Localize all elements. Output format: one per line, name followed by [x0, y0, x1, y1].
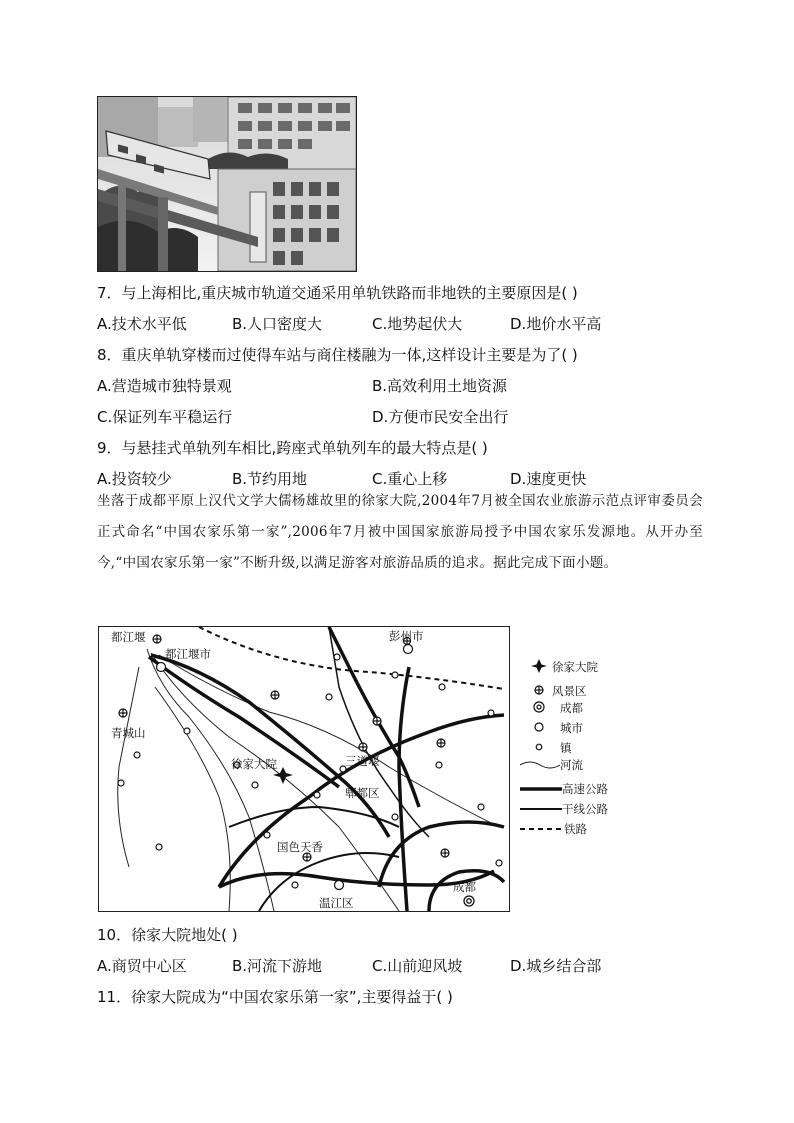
legend-town: 镇: [560, 741, 572, 755]
question-8-option-b: B.高效利用土地资源: [372, 377, 508, 395]
legend-scenic-icon: [535, 686, 543, 694]
label-pengzhou: 彭州市: [389, 629, 424, 643]
label-guose: 国色天香: [277, 840, 323, 854]
question-7-option-b: B.人口密度大: [232, 315, 323, 333]
question-7-option-a: A.技术水平低: [97, 315, 187, 333]
label-pidu: 郫都区: [345, 786, 380, 800]
legend-city-icon: [535, 723, 543, 731]
legend-trunk-road: 干线公路: [562, 802, 608, 816]
reading-passage: 坐落于成都平原上汉代文学大儒杨雄故里的徐家大院,2004年7月被全国农业旅游示范点评审委员会正式命名“中国农家乐第一家”,2006年7月被中国国家旅游局授予中国农家乐发源地。从开办至今,“中国农家乐第一家”不断升级,以满足游客对旅游品质的追求。据此完成下面小题。: [97, 493, 703, 571]
legend-railway: 铁路: [564, 822, 587, 836]
legend-scenic: 风景区: [552, 684, 587, 698]
legend-star-icon: [531, 659, 547, 673]
legend-chengdu-icon: [534, 702, 544, 712]
question-10-stem: 10．徐家大院地处( ): [97, 926, 238, 944]
legend-river-icon: [520, 762, 560, 768]
chengdu-plain-map: [98, 626, 510, 912]
label-qingchengshan: 青城山: [111, 726, 146, 740]
legend-city: 城市: [560, 721, 583, 735]
question-9-option-d: D.速度更快: [510, 470, 587, 488]
label-dujiangyan-city: 都江堰市: [165, 647, 211, 661]
question-8-option-a: A.营造城市独特景观: [97, 377, 232, 395]
legend-expressway: 高速公路: [562, 782, 608, 796]
question-8-option-d: D.方便市民安全出行: [372, 408, 509, 426]
question-10-option-c: C.山前迎风坡: [372, 957, 463, 975]
legend-river: 河流: [560, 758, 583, 772]
question-8-option-c: C.保证列车平稳运行: [97, 408, 233, 426]
question-10-option-b: B.河流下游地: [232, 957, 323, 975]
question-9-stem: 9．与悬挂式单轨列车相比,跨座式单轨列车的最大特点是( ): [97, 439, 488, 457]
question-7-option-c: C.地势起伏大: [372, 315, 463, 333]
question-8-stem: 8．重庆单轨穿楼而过使得车站与商住楼融为一体,这样设计主要是为了( ): [97, 346, 578, 364]
question-11-stem: 11．徐家大院成为“中国农家乐第一家”,主要得益于( ): [97, 988, 453, 1006]
question-7-stem: 7．与上海相比,重庆城市轨道交通采用单轨铁路而非地铁的主要原因是( ): [97, 284, 578, 302]
question-9-option-b: B.节约用地: [232, 470, 308, 488]
legend-xujia: 徐家大院: [552, 660, 598, 674]
legend-chengdu: 成都: [560, 701, 583, 715]
question-9-option-c: C.重心上移: [372, 470, 448, 488]
legend-town-icon: [536, 744, 542, 750]
question-9-option-a: A.投资较少: [97, 470, 172, 488]
label-wenjiang: 温江区: [319, 896, 354, 910]
question-10-option-a: A.商贸中心区: [97, 957, 187, 975]
label-sandaoyan: 三道堰: [345, 754, 380, 768]
question-7-option-d: D.地价水平高: [510, 315, 602, 333]
label-xujia: 徐家大院: [231, 757, 277, 771]
map-legend: [520, 655, 630, 845]
label-dujiangyan-weir: 都江堰: [111, 630, 146, 644]
monorail-photo: [97, 96, 357, 272]
label-chengdu: 成都: [453, 880, 476, 894]
question-10-option-d: D.城乡结合部: [510, 957, 602, 975]
chengdu-marker: [464, 896, 474, 906]
